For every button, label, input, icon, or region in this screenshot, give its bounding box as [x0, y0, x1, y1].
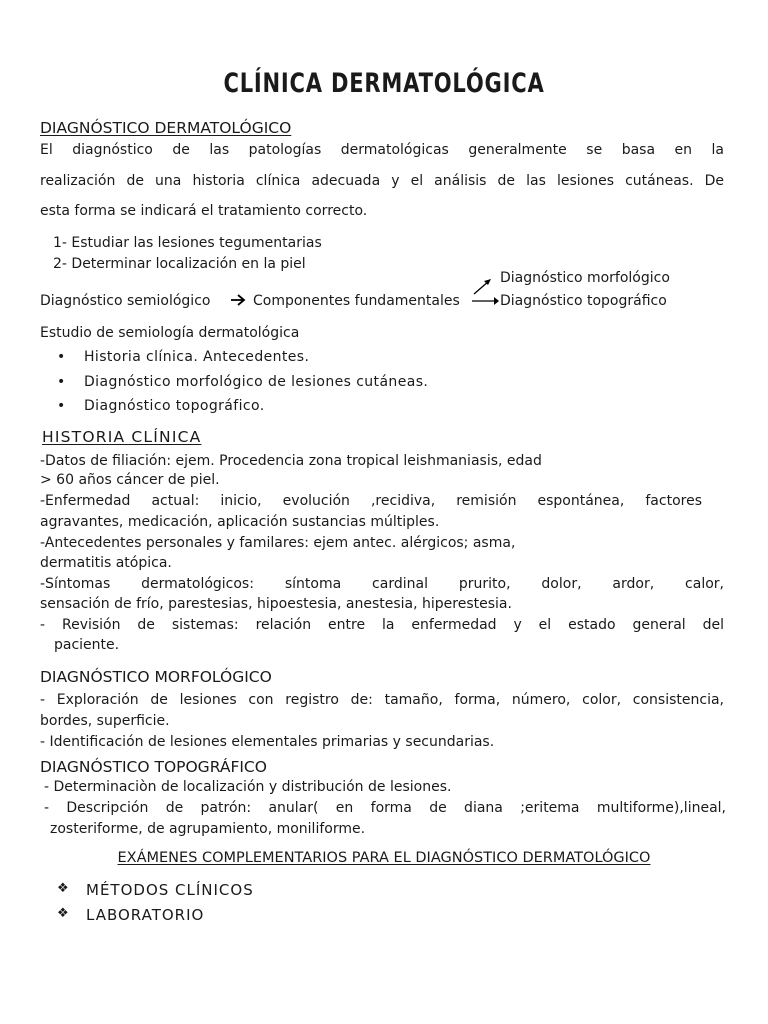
- bullet-dot: •: [57, 374, 66, 390]
- diamond-bullet-icon: ❖: [57, 881, 69, 896]
- section-heading-topografico: DIAGNÓSTICO TOPOGRÁFICO: [40, 758, 267, 776]
- morfologico-line: - Identificación de lesiones elementales primarias y secundarias.: [40, 734, 495, 750]
- right-arrow-icon: [231, 295, 244, 305]
- historia-line: paciente.: [54, 637, 120, 653]
- bullet-item: Diagnóstico morfológico de lesiones cutáneas.: [84, 374, 429, 390]
- historia-line: -Datos de filiación: ejem. Procedencia zona tropical leishmaniasis, edad: [40, 453, 542, 469]
- morfologico-line: - Exploración de lesiones con registro de: tamaño, forma, número, color, consistencia,: [40, 692, 724, 708]
- semiologico-label: Diagnóstico semiológico: [40, 293, 211, 309]
- section-heading-diagnostico: DIAGNÓSTICO DERMATOLÓGICO: [40, 119, 292, 137]
- bullet-item: Historia clínica. Antecedentes.: [84, 349, 310, 365]
- examen-item: MÉTODOS CLÍNICOS: [86, 881, 254, 899]
- diagonal-arrow-icon: [474, 279, 491, 294]
- topografico-line: - Descripción de patrón: anular( en forma de diana ;eritema multiforme),lineal,: [44, 800, 726, 816]
- section-heading-morfologico: DIAGNÓSTICO MORFOLÓGICO: [40, 668, 272, 686]
- historia-line: -Enfermedad actual: inicio, evolución ,recidiva, remisión espontánea, factores: [40, 493, 702, 509]
- diamond-bullet-icon: ❖: [57, 906, 69, 921]
- bullet-item: Diagnóstico topográfico.: [84, 398, 265, 414]
- examen-item: LABORATORIO: [86, 906, 205, 924]
- historia-line: - Revisión de sistemas: relación entre la enfermedad y el estado general del: [40, 617, 724, 633]
- section-heading-examenes: EXÁMENES COMPLEMENTARIOS PARA EL DIAGNÓSTICO DERMATOLÓGICO: [117, 850, 651, 866]
- morfologico-line: bordes, superficie.: [40, 713, 170, 729]
- bullet-dot: •: [57, 398, 66, 414]
- paragraph-line: esta forma se indicará el tratamiento correcto.: [40, 203, 368, 219]
- right-arrow-icon: [472, 297, 499, 305]
- topografico-line: - Determinaciòn de localización y distribución de lesiones.: [44, 779, 452, 795]
- historia-line: > 60 años cáncer de piel.: [40, 472, 220, 488]
- topografico-label: Diagnóstico topográfico: [500, 293, 667, 309]
- historia-line: dermatitis atópica.: [40, 555, 172, 571]
- historia-line: agravantes, medicación, aplicación sustancias múltiples.: [40, 514, 440, 530]
- topografico-line: zosteriforme, de agrupamiento, moniliforme.: [50, 821, 366, 837]
- historia-line: sensación de frío, parestesias, hipoestesia, anestesia, hiperestesia.: [40, 596, 512, 612]
- step-item: 1- Estudiar las lesiones tegumentarias: [53, 235, 322, 251]
- bullet-dot: •: [57, 349, 66, 365]
- paragraph-line: realización de una historia clínica adecuada y el análisis de las lesiones cutáneas. De: [40, 173, 724, 189]
- historia-line: -Síntomas dermatológicos: síntoma cardinal prurito, dolor, ardor, calor,: [40, 576, 724, 592]
- morfologico-label: Diagnóstico morfológico: [500, 270, 670, 286]
- componentes-label: Componentes fundamentales: [253, 293, 460, 309]
- section-heading-historia: HISTORIA CLÍNICA: [42, 428, 202, 446]
- paragraph-line: El diagnóstico de las patologías dermatológicas generalmente se basa en la: [40, 142, 724, 158]
- historia-line: -Antecedentes personales y familares: ejem antec. alérgicos; asma,: [40, 535, 516, 551]
- page-title: CLÍNICA DERMATOLÓGICA: [223, 68, 545, 99]
- estudio-label: Estudio de semiología dermatológica: [40, 325, 300, 341]
- step-item: 2- Determinar localización en la piel: [53, 256, 306, 272]
